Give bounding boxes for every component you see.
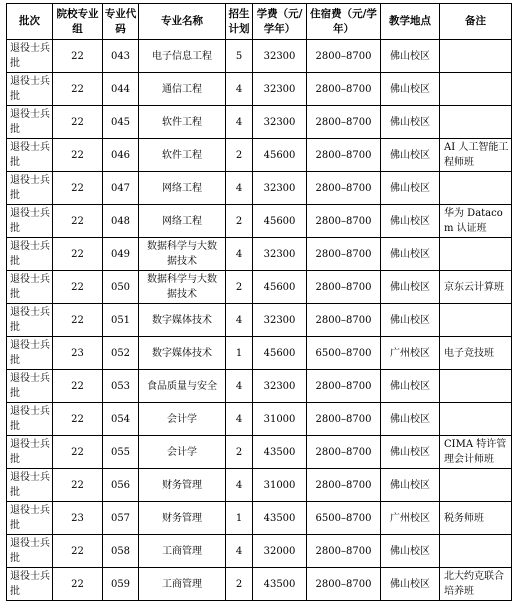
admission-table [6,3,512,601]
cell-batch: 退役士兵批 [7,568,53,601]
cell-note [440,238,512,271]
cell-batch: 退役士兵批 [7,337,53,370]
cell-group: 22 [53,73,103,106]
cell-lodging: 2800–8700 [307,370,381,403]
table-row [7,205,512,238]
cell-quota: 4 [226,73,253,106]
cell-code: 056 [103,469,139,502]
cell-code: 048 [103,205,139,238]
cell-code: 053 [103,370,139,403]
cell-code: 045 [103,106,139,139]
cell-batch: 退役士兵批 [7,370,53,403]
cell-note [440,73,512,106]
header-major: 专业名称 [139,4,226,40]
cell-campus: 佛山校区 [381,205,440,238]
cell-lodging: 2800–8700 [307,535,381,568]
cell-tuition: 43500 [253,502,307,535]
cell-code: 057 [103,502,139,535]
cell-tuition: 32300 [253,370,307,403]
cell-batch: 退役士兵批 [7,304,53,337]
cell-tuition: 32000 [253,535,307,568]
cell-code: 059 [103,568,139,601]
header-tuition: 学费（元/学年） [253,4,307,40]
cell-code: 047 [103,172,139,205]
table-row [7,469,512,502]
cell-batch: 退役士兵批 [7,205,53,238]
cell-group: 23 [53,502,103,535]
cell-batch: 退役士兵批 [7,139,53,172]
cell-note [440,370,512,403]
table-row [7,73,512,106]
cell-campus: 佛山校区 [381,40,440,73]
cell-quota: 2 [226,139,253,172]
table-row [7,106,512,139]
cell-lodging: 2800–8700 [307,238,381,271]
cell-lodging: 2800–8700 [307,172,381,205]
header-batch: 批次 [7,4,53,40]
cell-major: 网络工程 [139,172,226,205]
table-row [7,304,512,337]
cell-lodging: 2800–8700 [307,139,381,172]
cell-group: 22 [53,238,103,271]
header-lodging: 住宿费（元/学年） [307,4,381,40]
cell-group: 22 [53,304,103,337]
cell-lodging: 2800–8700 [307,403,381,436]
cell-group: 22 [53,106,103,139]
cell-group: 22 [53,40,103,73]
cell-lodging: 2800–8700 [307,271,381,304]
cell-code: 050 [103,271,139,304]
cell-batch: 退役士兵批 [7,172,53,205]
cell-batch: 退役士兵批 [7,106,53,139]
cell-major: 数字媒体技术 [139,337,226,370]
cell-quota: 2 [226,436,253,469]
cell-lodging: 2800–8700 [307,73,381,106]
cell-tuition: 32300 [253,238,307,271]
cell-campus: 佛山校区 [381,271,440,304]
cell-tuition: 45600 [253,139,307,172]
cell-group: 22 [53,172,103,205]
cell-tuition: 32300 [253,304,307,337]
cell-lodging: 6500–8700 [307,337,381,370]
header-quota: 招生计划 [226,4,253,40]
table-row [7,238,512,271]
cell-group: 22 [53,205,103,238]
cell-campus: 佛山校区 [381,238,440,271]
cell-campus: 广州校区 [381,337,440,370]
cell-note [440,40,512,73]
cell-major: 通信工程 [139,73,226,106]
cell-major: 食品质量与安全 [139,370,226,403]
cell-code: 044 [103,73,139,106]
cell-batch: 退役士兵批 [7,502,53,535]
cell-group: 22 [53,139,103,172]
cell-major: 工商管理 [139,535,226,568]
cell-quota: 1 [226,337,253,370]
table-row [7,403,512,436]
cell-lodging: 2800–8700 [307,436,381,469]
cell-batch: 退役士兵批 [7,535,53,568]
cell-tuition: 32300 [253,172,307,205]
cell-code: 052 [103,337,139,370]
cell-code: 054 [103,403,139,436]
header-group: 院校专业组 [53,4,103,40]
cell-quota: 1 [226,502,253,535]
cell-quota: 4 [226,403,253,436]
cell-note [440,172,512,205]
cell-note: 税务师班 [440,502,512,535]
cell-lodging: 2800–8700 [307,205,381,238]
header-campus: 教学地点 [381,4,440,40]
cell-code: 051 [103,304,139,337]
cell-batch: 退役士兵批 [7,436,53,469]
cell-campus: 佛山校区 [381,535,440,568]
cell-note [440,469,512,502]
cell-group: 22 [53,469,103,502]
cell-lodging: 6500–8700 [307,502,381,535]
cell-major: 网络工程 [139,205,226,238]
cell-batch: 退役士兵批 [7,40,53,73]
cell-batch: 退役士兵批 [7,469,53,502]
cell-major: 会计学 [139,403,226,436]
cell-quota: 4 [226,172,253,205]
cell-campus: 佛山校区 [381,403,440,436]
table-body [7,40,512,601]
cell-note: CIMA 特许管理会计师班 [440,436,512,469]
table-row [7,337,512,370]
cell-quota: 4 [226,469,253,502]
cell-major: 软件工程 [139,106,226,139]
cell-lodging: 2800–8700 [307,106,381,139]
cell-lodging: 2800–8700 [307,40,381,73]
header-code: 专业代码 [103,4,139,40]
table-row [7,40,512,73]
cell-tuition: 43500 [253,436,307,469]
table-row [7,271,512,304]
cell-group: 22 [53,370,103,403]
cell-group: 23 [53,337,103,370]
cell-note [440,535,512,568]
cell-campus: 佛山校区 [381,436,440,469]
cell-major: 工商管理 [139,568,226,601]
cell-major: 数字媒体技术 [139,304,226,337]
cell-group: 22 [53,403,103,436]
table-row [7,172,512,205]
cell-campus: 佛山校区 [381,73,440,106]
cell-quota: 4 [226,370,253,403]
cell-lodging: 2800–8700 [307,304,381,337]
cell-campus: 广州校区 [381,502,440,535]
cell-code: 043 [103,40,139,73]
table-row [7,502,512,535]
cell-note: 京东云计算班 [440,271,512,304]
cell-note [440,106,512,139]
cell-major: 会计学 [139,436,226,469]
cell-tuition: 32300 [253,73,307,106]
table-row [7,436,512,469]
cell-batch: 退役士兵批 [7,238,53,271]
cell-tuition: 32300 [253,40,307,73]
cell-campus: 佛山校区 [381,370,440,403]
cell-tuition: 32300 [253,106,307,139]
cell-quota: 2 [226,568,253,601]
cell-tuition: 31000 [253,403,307,436]
cell-tuition: 43500 [253,568,307,601]
cell-group: 22 [53,436,103,469]
cell-quota: 5 [226,40,253,73]
cell-batch: 退役士兵批 [7,73,53,106]
cell-code: 049 [103,238,139,271]
table-row [7,535,512,568]
cell-quota: 2 [226,271,253,304]
cell-campus: 佛山校区 [381,106,440,139]
table-row [7,139,512,172]
cell-note [440,304,512,337]
cell-major: 数据科学与大数据技术 [139,271,226,304]
cell-code: 055 [103,436,139,469]
cell-major: 财务管理 [139,502,226,535]
cell-batch: 退役士兵批 [7,403,53,436]
cell-quota: 4 [226,304,253,337]
cell-tuition: 45600 [253,271,307,304]
cell-note: 北大约克联合培养班 [440,568,512,601]
header-note: 备注 [440,4,512,40]
cell-tuition: 45600 [253,337,307,370]
cell-tuition: 31000 [253,469,307,502]
cell-code: 058 [103,535,139,568]
cell-batch: 退役士兵批 [7,271,53,304]
cell-group: 22 [53,568,103,601]
cell-major: 电子信息工程 [139,40,226,73]
cell-tuition: 45600 [253,205,307,238]
cell-campus: 佛山校区 [381,469,440,502]
cell-note: 电子竞技班 [440,337,512,370]
cell-major: 数据科学与大数据技术 [139,238,226,271]
cell-quota: 4 [226,535,253,568]
header-row [7,4,512,40]
cell-major: 软件工程 [139,139,226,172]
cell-lodging: 2800–8700 [307,568,381,601]
cell-code: 046 [103,139,139,172]
cell-campus: 佛山校区 [381,172,440,205]
cell-campus: 佛山校区 [381,304,440,337]
cell-quota: 4 [226,106,253,139]
cell-campus: 佛山校区 [381,139,440,172]
cell-lodging: 2800–8700 [307,469,381,502]
table-row [7,370,512,403]
cell-note: AI 人工智能工程师班 [440,139,512,172]
table-row [7,568,512,601]
cell-note [440,403,512,436]
cell-campus: 佛山校区 [381,568,440,601]
cell-note: 华为 Datacom 认证班 [440,205,512,238]
cell-major: 财务管理 [139,469,226,502]
cell-group: 22 [53,535,103,568]
cell-quota: 4 [226,238,253,271]
cell-group: 22 [53,271,103,304]
cell-quota: 2 [226,205,253,238]
